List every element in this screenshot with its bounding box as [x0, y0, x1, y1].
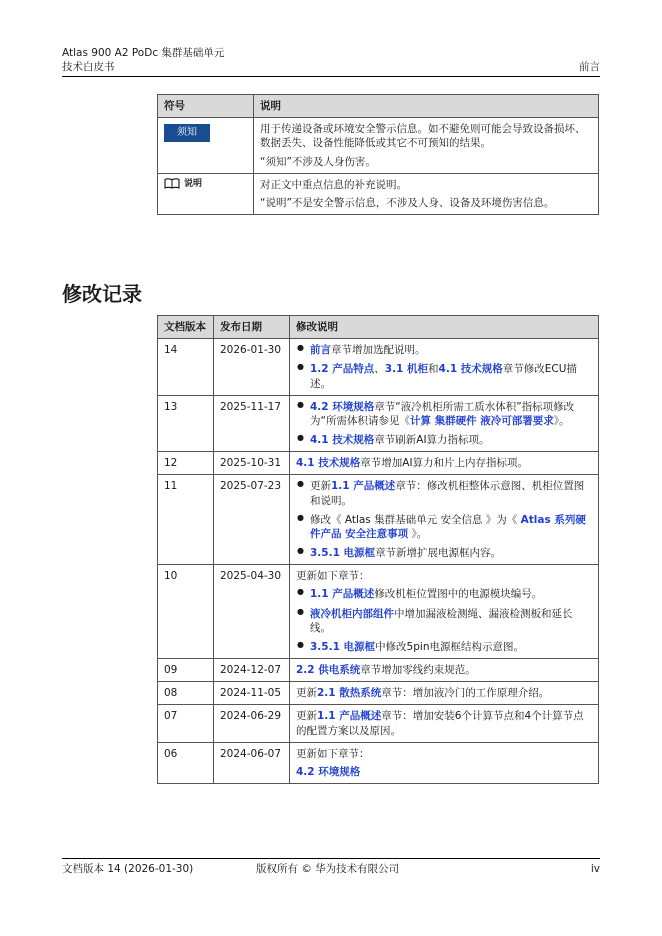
notice-badge: 须知: [164, 124, 210, 142]
desc-cell: [254, 118, 599, 174]
link-safety-notes[interactable]: Atlas 系列硬件产品 安全注意事项: [310, 513, 586, 540]
link-liquid-cabinet-components[interactable]: 液冷机柜内部组件: [310, 607, 394, 620]
table-row: [158, 682, 599, 705]
col-header-desc: 说明: [254, 95, 599, 118]
link-tech-specs[interactable]: 4.1 技术规格: [296, 457, 361, 470]
version-cell: 08: [158, 682, 214, 705]
date-cell: 2025-11-17: [214, 395, 290, 452]
col-header-date: 发布日期: [214, 316, 290, 339]
note-symbol-label: 说明: [184, 178, 203, 189]
col-header-changes: 修改说明: [290, 316, 599, 339]
version-cell: 12: [158, 452, 214, 475]
changes-cell: 更新2.1 散热系统章节：增加液冷门的工作原理介绍。: [290, 682, 599, 705]
table-row: [158, 395, 599, 452]
change-intro: 更新如下章节：: [296, 570, 370, 583]
change-item: ● 前言章节增加选配说明。: [296, 343, 592, 357]
header-doc-type: 技术白皮书: [62, 61, 115, 73]
link-tech-specs[interactable]: 4.1 技术规格: [438, 363, 503, 376]
revision-table-header: [158, 316, 599, 339]
header-product: Atlas 900 A2 PoDc 集群基础单元: [62, 47, 225, 59]
symbol-cell: [158, 173, 254, 214]
change-intro: 更新如下章节：: [296, 747, 370, 760]
date-cell: 2024-06-29: [214, 705, 290, 742]
link-power-system[interactable]: 2.2 供电系统: [296, 664, 361, 677]
link-product-overview[interactable]: 1.1 产品概述: [317, 710, 382, 723]
table-row: [158, 339, 599, 396]
changes-cell: [290, 339, 599, 396]
symbol-table-header: [158, 95, 599, 118]
table-row: [158, 565, 599, 659]
link-preface[interactable]: 前言: [310, 344, 331, 357]
col-header-version: 文档版本: [158, 316, 214, 339]
link-product-features[interactable]: 1.2 产品特点: [310, 363, 375, 376]
date-cell: 2024-11-05: [214, 682, 290, 705]
date-cell: 2025-04-30: [214, 565, 290, 659]
date-cell: 2025-07-23: [214, 475, 290, 565]
change-item: ● 1.1 产品概述修改机柜位置图中的电源模块编号。: [296, 587, 592, 601]
date-cell: 2024-12-07: [214, 659, 290, 682]
table-row: [158, 475, 599, 565]
table-row: [158, 659, 599, 682]
revision-table: [157, 315, 599, 784]
changes-cell: 2.2 供电系统章节增加零线约束规范。: [290, 659, 599, 682]
changes-cell: 4.1 技术规格章节增加AI算力和片上内存指标项。: [290, 452, 599, 475]
col-header-symbol: 符号: [158, 95, 254, 118]
link-cabinet[interactable]: 3.1 机柜: [384, 363, 429, 376]
link-tech-specs[interactable]: 4.1 技术规格: [310, 434, 375, 447]
version-cell: 09: [158, 659, 214, 682]
desc-text: 用于传递设备或环境安全警示信息。如不避免则可能会导致设备损坏、数据丢失、设备性能降低或其它不可预知的结果。: [260, 123, 586, 150]
table-row: [158, 705, 599, 742]
table-row: [158, 452, 599, 475]
desc-text: “须知”不涉及人身伤害。: [260, 155, 376, 168]
version-cell: 14: [158, 339, 214, 396]
changes-cell: [290, 742, 599, 783]
book-icon: [164, 178, 180, 189]
date-cell: 2026-01-30: [214, 339, 290, 396]
version-cell: 10: [158, 565, 214, 659]
link-power-frame[interactable]: 3.5.1 电源框: [310, 547, 376, 560]
link-env-specs[interactable]: 4.2 环境规格: [296, 765, 361, 778]
change-item: ● 3.5.1 电源框章节新增扩展电源框内容。: [296, 546, 592, 560]
change-item: ● 3.5.1 电源框中修改5pin电源框结构示意图。: [296, 640, 592, 654]
change-item: ● 液冷机柜内部组件中增加漏液检测绳、漏液检测板和延长线。: [296, 607, 592, 635]
date-cell: 2024-06-07: [214, 742, 290, 783]
page-footer: [62, 858, 600, 876]
changes-cell: [290, 475, 599, 565]
changes-cell: [290, 565, 599, 659]
change-item: ● 修改《 Atlas 集群基础单元 安全信息 》为《 Atlas 系列硬件产品 安全注意事项 》。: [296, 513, 592, 541]
version-cell: 11: [158, 475, 214, 565]
link-power-frame[interactable]: 3.5.1 电源框: [310, 640, 376, 653]
changes-cell: [290, 395, 599, 452]
note-symbol: [164, 178, 202, 190]
footer-page-number: iv: [590, 863, 600, 875]
symbol-table: [157, 94, 599, 215]
change-item: ● 4.1 技术规格章节刷新AI算力指标项。: [296, 433, 592, 447]
change-item: ● 4.2 环境规格章节“液冷机柜所需工质水体积”指标项修改为“所需体积请参见《计算 集群硬件 液冷可部署要求》。: [296, 400, 592, 428]
date-cell: 2025-10-31: [214, 452, 290, 475]
table-row: [158, 742, 599, 783]
version-cell: 07: [158, 705, 214, 742]
link-env-specs[interactable]: 4.2 环境规格: [310, 400, 375, 413]
changes-cell: 更新1.1 产品概述章节：增加安装6个计算节点和4个计算节点的配置方案以及原因。: [290, 705, 599, 742]
symbol-cell: [158, 118, 254, 174]
table-row: [158, 173, 599, 214]
page-header: [62, 46, 600, 77]
link-cooling-system[interactable]: 2.1 散热系统: [317, 687, 382, 700]
desc-cell: [254, 173, 599, 214]
link-product-overview[interactable]: 1.1 产品概述: [331, 480, 396, 493]
change-item: ● 1.2 产品特点、3.1 机柜和4.1 技术规格章节修改ECU描述。: [296, 362, 592, 390]
footer-copyright: 版权所有 © 华为技术有限公司: [256, 863, 400, 875]
desc-text: “说明”不是安全警示信息，不涉及人身、设备及环境伤害信息。: [260, 196, 555, 209]
link-product-overview[interactable]: 1.1 产品概述: [310, 588, 375, 601]
footer-doc-version: 文档版本 14 (2026-01-30): [62, 863, 194, 875]
table-row: [158, 118, 599, 174]
section-title: 修改记录: [62, 282, 142, 306]
link-liquid-cooling-req[interactable]: 计算 集群硬件 液冷可部署要求: [409, 414, 554, 427]
header-section: 前言: [579, 61, 600, 73]
change-item: ● 更新1.1 产品概述章节：修改机柜整体示意图、机柜位置图和说明。: [296, 479, 592, 507]
version-cell: 13: [158, 395, 214, 452]
desc-text: 对正文中重点信息的补充说明。: [260, 178, 407, 191]
version-cell: 06: [158, 742, 214, 783]
